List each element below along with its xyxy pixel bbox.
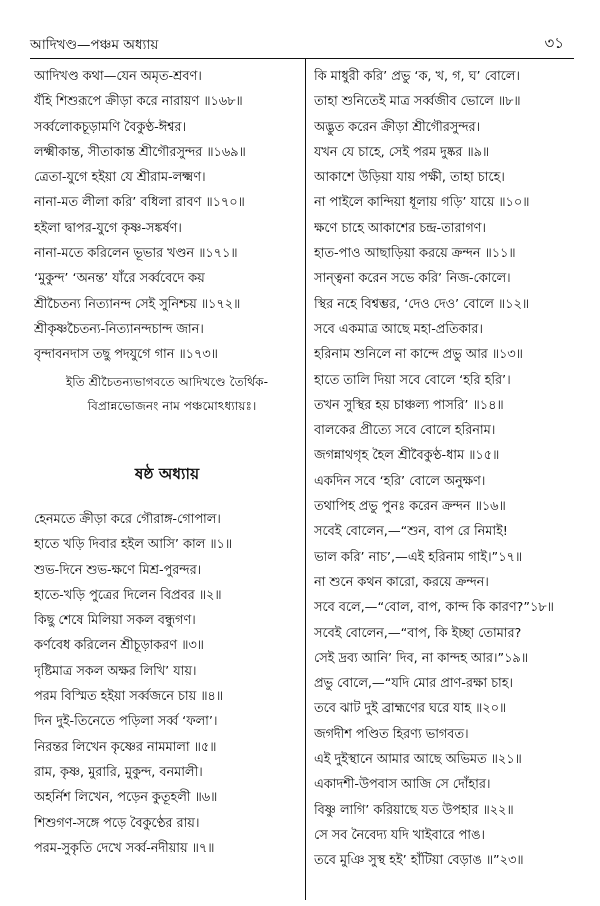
- verse-line: শুভ-দিনে শুভ-ক্ষণে মিশ্র-পুরন্দর।: [34, 562, 202, 578]
- verse-line: সেই দ্রব্য আনি’ দিব, না কান্দহ আর।”১৯॥: [314, 650, 528, 666]
- verse-line: তখন সুস্থির হয় চাঞ্চল্য পাসরি’ ॥১৪॥: [314, 397, 504, 413]
- verse-line: পরম বিস্মিত হইয়া সর্ব্বজনে চায় ॥৪॥: [34, 689, 223, 705]
- verse-line: শ্রীচৈতন্য নিত্যানন্দ সেই সুনিশ্চয় ॥১৭২॥: [34, 296, 241, 312]
- colophon-line: ইতি শ্রীচৈতন্যভাগবতে আদিখণ্ডে তৈর্থিক-: [65, 375, 269, 389]
- verse-line: এই দুইস্থানে আমার আছে অভিমত ॥২১॥: [314, 752, 522, 768]
- verse-line: একাদশী-উপবাস আজি সে দোঁহার।: [314, 777, 491, 793]
- verse-line: যখন যে চাহে, সেই পরম দুষ্কর ॥৯॥: [314, 144, 490, 160]
- verse-line: দৃষ্টিমাত্র সকল অক্ষর লিখি’ যায়।: [34, 663, 197, 679]
- verse-line: পরম-সুকৃতি দেখে সর্ব্ব-নদীয়ায় ॥৭॥: [34, 840, 215, 856]
- verse-line: ‘মুকুন্দ’ ‘অনন্ত’ যাঁরে সর্ব্ববেদে কয়: [34, 271, 205, 287]
- chapter-title: ষষ্ঠ অধ্যায়: [134, 465, 200, 483]
- left-column-top: [34, 64, 298, 368]
- verse-line: ত্রেতা-যুগে হইয়া যে শ্রীরাম-লক্ষ্মণ।: [34, 170, 206, 186]
- verse-line: হইলা দ্বাপর-যুগে কৃষ্ণ-সঙ্কর্ষণ।: [34, 220, 182, 236]
- verse-line: সান্ত্বনা করেন সভে করি’ নিজ-কোলে।: [314, 271, 511, 287]
- chapter-colophon: [34, 370, 300, 418]
- verse-line: ভাল করি’ নাচ’,—এই হরিনাম গাই।”১৭॥: [314, 549, 523, 565]
- verse-line: শিশুগণ-সঙ্গে পড়ে বৈকুণ্ঠের রায়।: [34, 815, 200, 831]
- verse-line: তাহা শুনিতেই মাত্র সর্ব্বজীব ভোলে ॥৮॥: [314, 94, 521, 110]
- verse-line: হাতে খড়ি দিবার হইল আসি’ কাল ॥১॥: [34, 537, 233, 553]
- colophon-line: বিপ্রান্নভোজনং নাম পঞ্চমোঽধ্যায়ঃ।: [87, 399, 257, 413]
- header-rule: [30, 58, 574, 59]
- verse-line: অদ্ভুত করেন ক্রীড়া শ্রীগৌরসুন্দর।: [314, 119, 481, 135]
- verse-line: হাতে তালি দিয়া সবে বোলে ‘হরি হরি’।: [314, 372, 511, 388]
- right-column: [314, 64, 578, 874]
- verse-line: তবে মুঞি সুস্থ হই’ হাঁটিয়া বেড়াঙ ॥”২৩॥: [314, 853, 524, 869]
- verse-line: না শুনে কথন কারো, করয়ে ক্রন্দন।: [314, 574, 489, 590]
- column-divider: [305, 58, 306, 900]
- verse-line: কর্ণবেধ করিলেন শ্রীচূড়াকরণ ॥৩॥: [34, 638, 204, 654]
- verse-line: হাত-পাও আছাড়িয়া করয়ে ক্রন্দন ॥১১॥: [314, 246, 516, 262]
- verse-line: নিরন্তর লিখেন কৃষ্ণের নামমালা ॥৫॥: [34, 739, 217, 755]
- verse-line: প্রভু বোলে,—“যদি মোর প্রাণ-রক্ষা চাহ।: [314, 676, 514, 692]
- verse-line: স্থির নহে বিশ্বম্ভর, ‘দেও দেও’ বোলে ॥১২॥: [314, 296, 530, 312]
- verse-line: না পাইলে কান্দিয়া ধূলায় গড়ি’ যায়ে ॥১০॥: [314, 195, 530, 211]
- verse-line: আদিখণ্ড কথা—যেন অমৃত-শ্রবণ।: [34, 69, 202, 84]
- verse-line: অহর্নিশ লিখেন, পড়েন কুতূহলী ॥৬॥: [34, 790, 218, 806]
- verse-line: বৃন্দাবনদাস তছু পদযুগে গান ॥১৭৩॥: [34, 347, 218, 363]
- verse-line: সর্ব্বলোকচূড়ামণি বৈকুণ্ঠ-ঈশ্বর।: [34, 119, 187, 135]
- verse-line: কিছু শেষে মিলিয়া সকল বন্ধুগণ।: [34, 613, 196, 629]
- verse-line: আকাশে উড়িয়া যায় পক্ষী, তাহা চাহে।: [314, 170, 505, 186]
- verse-line: জগন্নাথগৃহ হৈল শ্রীবৈকুণ্ঠ-ধাম ॥১৫॥: [314, 448, 500, 464]
- page-header: [30, 34, 570, 58]
- verse-line: বালকের প্রীত্যে সবে বোলে হরিনাম।: [314, 423, 496, 439]
- verse-line: দিন দুই-তিনেতে পড়িলা সর্ব্ব ‘ফলা’।: [34, 714, 218, 730]
- verse-line: যঁহি শিশুরূপে ক্রীড়া করে নারায়ণ ॥১৬৮॥: [34, 94, 243, 110]
- verse-line: লক্ষ্মীকান্ত, সীতাকান্ত শ্রীগৌরসুন্দর ॥১৬৯॥: [34, 144, 246, 160]
- verse-line: সবেই বোলেন,—“শুন, বাপ রে নিমাই!: [314, 524, 508, 540]
- verse-line: নানা-মত লীলা করি’ বধিলা রাবণ ॥১৭০॥: [34, 195, 245, 211]
- running-title: আদিখণ্ড—পঞ্চম অধ্যায়: [30, 37, 159, 53]
- verse-line: শ্রীকৃষ্ণচৈতন্য-নিত্যানন্দচান্দ জান।: [34, 321, 204, 337]
- verse-line: ক্ষণে চাহে আকাশের চন্দ্র-তারাগণ।: [314, 220, 486, 236]
- verse-line: হাতে-খড়ি পুত্রের দিলেন বিপ্রবর ॥২॥: [34, 587, 222, 603]
- left-column-bottom: [34, 507, 298, 861]
- verse-line: তবে ঝাট দুই ব্রাহ্মণের ঘরে যাহ ॥২০॥: [314, 701, 507, 717]
- verse-line: রাম, কৃষ্ণ, মুরারি, মুকুন্দ, বনমালী।: [34, 764, 203, 780]
- verse-line: বিষ্ণু লাগি’ করিয়াছে যত উপহার ॥২২॥: [314, 802, 514, 818]
- verse-line: সে সব নৈবেদ্য যদি খাইবারে পাঙ।: [314, 827, 485, 843]
- page-number: ৩১: [544, 34, 564, 52]
- verse-line: তথাপিহ প্রভু পুনঃ করেন ক্রন্দন ॥১৬॥: [314, 499, 506, 515]
- verse-line: সবে একমাত্র আছে মহা-প্রতিকার।: [314, 321, 483, 337]
- verse-line: জগদীশ পণ্ডিত হিরণ্য ভাগবত।: [314, 726, 469, 742]
- verse-line: কি মাধুরী করি’ প্রভু ‘ক, খ, গ, ঘ’ বোলে।: [314, 69, 520, 84]
- verse-line: সবেই বোলেন,—“বাপ, কি ইচ্ছা তোমার?: [314, 625, 522, 641]
- verse-line: হরিনাম শুনিলে না কান্দে প্রভু আর ॥১৩॥: [314, 347, 523, 363]
- verse-line: হেনমতে ক্রীড়া করে গৌরাঙ্গ-গোপাল।: [34, 512, 221, 527]
- verse-line: নানা-মতে করিলেন ভূভার খণ্ডন ॥১৭১॥: [34, 246, 238, 262]
- verse-line: সবে বলে,—“বোল, বাপ, কান্দ কি কারণ?”১৮॥: [314, 600, 554, 616]
- verse-line: একদিন সবে ‘হরি’ বোলে অনুক্ষণ।: [314, 473, 486, 489]
